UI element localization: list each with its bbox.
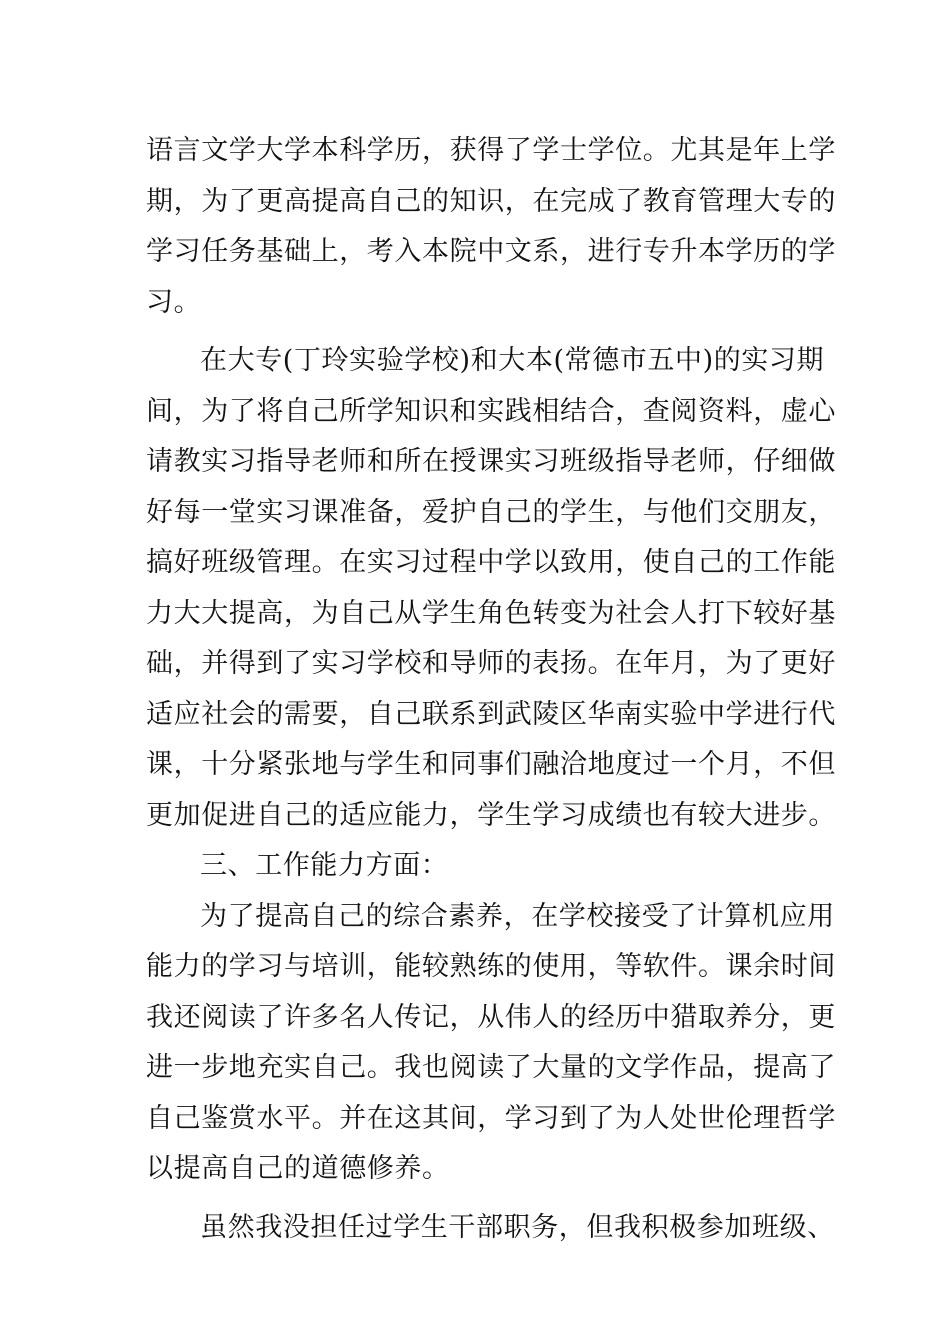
text-line: 习。 — [146, 286, 202, 318]
text-line: 适应社会的需要，自己联系到武陵区华南实验中学进行代 — [146, 698, 836, 730]
section-heading: 三、工作能力方面： — [200, 850, 449, 881]
text-line: 力大大提高，为自己从学生角色转变为社会人打下较好基 — [146, 597, 836, 629]
document-body — [146, 126, 836, 1253]
text-line: 在大专(丁玲实验学校)和大本(常德市五中)的实习期 — [200, 345, 825, 376]
text-line: 自己鉴赏水平。并在这其间，学习到了为人处世伦理哲学 — [146, 1102, 836, 1134]
text-line: 请教实习指导老师和所在授课实习班级指导老师，仔细做 — [146, 446, 836, 477]
text-line: 进一步地充实自己。我也阅读了大量的文学作品，提高了 — [146, 1052, 836, 1083]
text-line: 课，十分紧张地与学生和同事们融洽地度过一个月，不但 — [146, 749, 836, 780]
text-line: 我还阅读了许多名人传记，从伟人的经历中猎取养分，更 — [146, 1001, 836, 1033]
text-line: 础，并得到了实习学校和导师的表扬。在年月，为了更好 — [146, 648, 836, 679]
paragraph-internship — [146, 336, 836, 841]
text-line: 虽然我没担任过学生干部职务，但我积极参加班级、 — [200, 1211, 835, 1243]
paragraph-activities — [146, 1203, 835, 1254]
text-line: 为了提高自己的综合素养，在学校接受了计算机应用 — [200, 900, 835, 932]
text-line: 搞好班级管理。在实习过程中学以致用，使自己的工作能 — [146, 547, 836, 578]
text-line: 语言文学大学本科学历，获得了学士学位。尤其是年上学 — [146, 135, 836, 166]
section-heading-work-ability — [146, 841, 806, 892]
text-line: 学习任务基础上，考入本院中文系，进行专升本学历的学 — [146, 236, 836, 267]
paragraph-skills — [146, 892, 836, 1195]
text-line: 间，为了将自己所学知识和实践相结合，查阅资料，虚心 — [146, 395, 836, 427]
text-line: 期，为了更高提高自己的知识，在完成了教育管理大专的 — [146, 185, 836, 217]
paragraph-education — [146, 126, 836, 328]
text-line: 能力的学习与培训，能较熟练的使用，等软件。课余时间 — [146, 951, 836, 982]
text-line: 好每一堂实习课准备，爱护自己的学生，与他们交朋友， — [146, 496, 836, 528]
text-line: 更加促进自己的适应能力，学生学习成绩也有较大进步。 — [146, 799, 836, 831]
text-line: 以提高自己的道德修养。 — [146, 1153, 450, 1184]
